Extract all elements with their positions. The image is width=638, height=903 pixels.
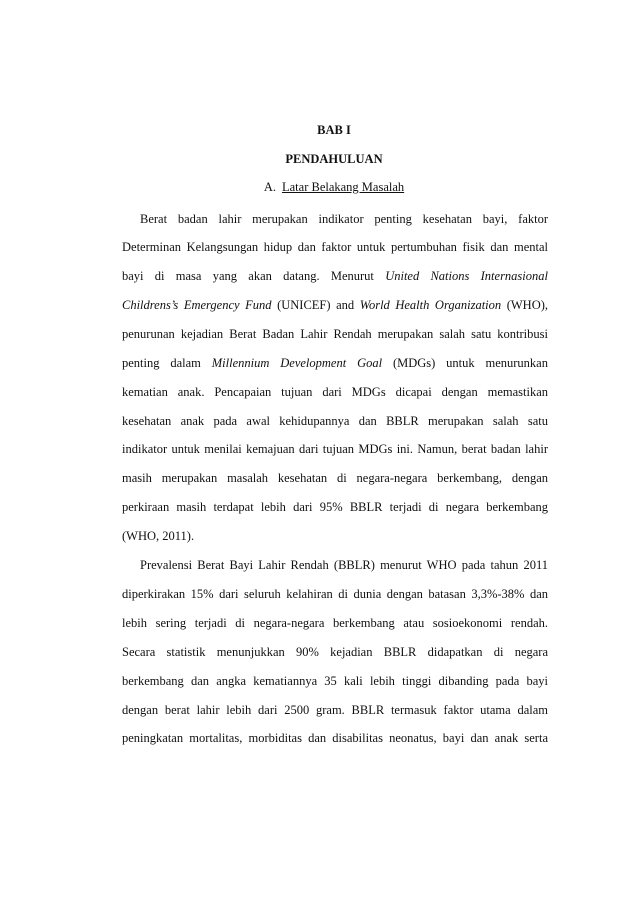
text-run: (MDGs) untuk menurunkan [382,356,548,370]
paragraph-1-line-8: kesehatan anak pada awal kehidupannya dan BBLR merupakan salah satu [122,414,548,428]
paragraph-1-line-2: Determinan Kelangsungan hidup dan faktor untuk pertumbuhan fisik dan mental [122,240,548,254]
paragraph-2-line-1: Prevalensi Berat Bayi Lahir Rendah (BBLR) menurut WHO pada tahun 2011 [140,558,548,572]
text-run: (UNICEF) and [271,298,360,312]
text-run: bayi di masa yang akan datang. Menurut [122,269,386,283]
paragraph-1-line-1: Berat badan lahir merupakan indikator penting kesehatan bayi, faktor [140,212,548,226]
paragraph-1-line-9: indikator untuk menilai kemajuan dari tujuan MDGs ini. Namun, berat badan lahir [122,442,548,456]
paragraph-2-line-4: Secara statistik menunjukkan 90% kejadian BBLR didapatkan di negara [122,645,548,659]
italic-term: World Health Organization [359,298,502,312]
paragraph-1-line-12: (WHO, 2011). [122,529,195,543]
paragraph-2-line-5: berkembang dan angka kematiannya 35 kali lebih tinggi dibanding pada bayi [122,674,548,688]
paragraph-1-line-5: penurunan kejadian Berat Badan Lahir Rendah merupakan salah satu kontribusi [122,327,548,341]
paragraph-2-line-6: dengan berat lahir lebih dari 2500 gram. BBLR termasuk faktor utama dalam [122,703,548,717]
paragraph-1-line-3 [122,267,548,285]
chapter-heading: BAB I [317,123,351,137]
paragraph-1-line-11: perkiraan masih terdapat lebih dari 95% BBLR terjadi di negara berkembang [122,500,548,514]
text-run: (WHO), [501,298,548,312]
paragraph-2-line-7: peningkatan mortalitas, morbiditas dan disabilitas neonatus, bayi dan anak serta [122,731,548,745]
italic-term: United Nations Internasional [385,269,548,283]
italic-term: Millennium Development Goal [211,356,383,370]
text-run: penting dalam [122,356,212,370]
chapter-title: PENDAHULUAN [285,152,383,166]
section-title: Latar Belakang Masalah [281,180,405,194]
paragraph-2-line-2: diperkirakan 15% dari seluruh kelahiran di dunia dengan batasan 3,3%-38% dan [122,587,548,601]
paragraph-1-line-7: kematian anak. Pencapaian tujuan dari MDGs dicapai dengan memastikan [122,385,548,399]
paragraph-1-line-6 [122,354,548,372]
italic-term: Childrens’s Emergency Fund [122,298,272,312]
paragraph-1-line-4 [122,296,548,314]
section-label: A. [263,180,276,194]
paragraph-1-line-10: masih merupakan masalah kesehatan di negara-negara berkembang, dengan [122,471,548,485]
paragraph-2-line-3: lebih sering terjadi di negara-negara berkembang atau sosioekonomi rendah. [122,616,548,630]
section-heading [0,180,638,195]
